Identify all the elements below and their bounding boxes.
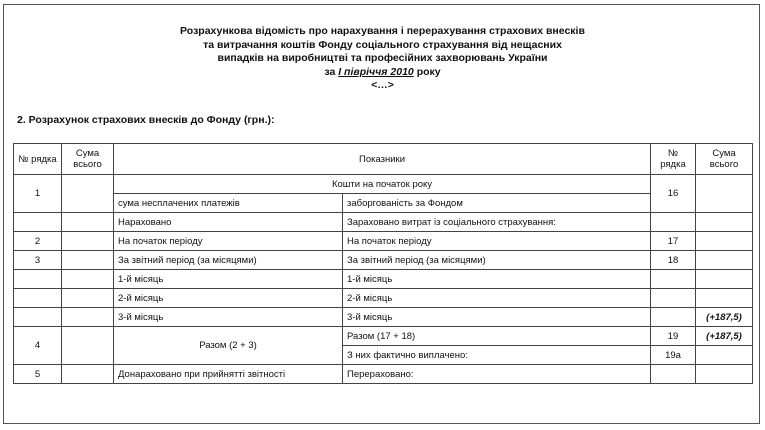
sum-cell [696, 232, 753, 251]
month-2-right: 2-й місяць [343, 289, 651, 308]
row-no-3: 3 [14, 251, 62, 270]
header-sum-left: Сума всього [62, 144, 114, 175]
sum-cell [696, 251, 753, 270]
title-ellipsis: <…> [371, 79, 394, 91]
sum-cell [696, 175, 753, 213]
row-3-label: За звітний період (за місяцями) [114, 251, 343, 270]
sum-cell [696, 346, 753, 365]
row-no-2: 2 [14, 232, 62, 251]
month-2-left: 2-й місяць [114, 289, 343, 308]
empty-cell [14, 308, 62, 327]
transferred-label: Перераховано: [343, 365, 651, 384]
title-line-3: випадків на виробництві та професійних захворювань України [217, 52, 548, 64]
empty-cell [651, 308, 696, 327]
fund-debt-label: заборгованість за Фондом [343, 194, 651, 213]
row-no-5: 5 [14, 365, 62, 384]
header-sum-right: Сума всього [696, 144, 753, 175]
row-no-17: 17 [651, 232, 696, 251]
row-4-label: Разом (2 + 3) [114, 327, 343, 365]
accrued-label: Нараховано [114, 213, 343, 232]
month-1-left: 1-й місяць [114, 270, 343, 289]
sum-cell [62, 251, 114, 270]
header-indicators: Показники [114, 144, 651, 175]
row-no-19a: 19а [651, 346, 696, 365]
empty-cell [651, 365, 696, 384]
row-19-sum: (+187,5) [696, 327, 753, 346]
empty-cell [696, 365, 753, 384]
empty-cell [62, 308, 114, 327]
row-19a-label: З них фактично виплачено: [343, 346, 651, 365]
sum-cell [62, 175, 114, 213]
table-row [14, 213, 753, 232]
row-no-4: 4 [14, 327, 62, 365]
unpaid-payments-label: сума несплачених платежів [114, 194, 343, 213]
empty-cell [651, 289, 696, 308]
month-3-right: 3-й місяць [343, 308, 651, 327]
title-period-suffix: року [416, 65, 441, 78]
empty-cell [62, 289, 114, 308]
title-line-1: Розрахункова відомість про нарахування і перерахування страхових внесків [180, 25, 585, 37]
table-row [14, 270, 753, 289]
title-period: I півріччя 2010 [338, 65, 414, 78]
table-row [14, 194, 753, 213]
opening-balance-label: Кошти на початок року [114, 175, 651, 194]
empty-cell [696, 213, 753, 232]
month-1-right: 1-й місяць [343, 270, 651, 289]
header-row-no-left: № рядка [14, 144, 62, 175]
title-line-2: та витрачання коштів Фонду соціального страхування від нещасних [203, 38, 562, 51]
row-19-label: Разом (17 + 18) [343, 327, 651, 346]
table-header-row [14, 144, 753, 175]
sum-cell [62, 365, 114, 384]
empty-cell [651, 213, 696, 232]
table-row [14, 365, 753, 384]
title-period-prefix: за [324, 65, 336, 78]
header-row-no-right: № рядка [651, 144, 696, 175]
row-2-label: На початок періоду [114, 232, 343, 251]
empty-cell [14, 289, 62, 308]
empty-cell [14, 213, 62, 232]
empty-cell [696, 289, 753, 308]
empty-cell [651, 270, 696, 289]
empty-cell [14, 270, 62, 289]
empty-cell [62, 213, 114, 232]
empty-cell [62, 270, 114, 289]
table-row [14, 175, 753, 194]
month-3-sum: (+187,5) [696, 308, 753, 327]
row-no-1: 1 [14, 175, 62, 213]
expenses-label: Зараховано витрат із соціального страхування: [343, 213, 651, 232]
table-row [14, 308, 753, 327]
empty-cell [696, 270, 753, 289]
document-title [0, 25, 765, 93]
contributions-table [13, 143, 753, 384]
title-line-4 [0, 66, 765, 80]
table-row [14, 327, 753, 346]
month-3-left: 3-й місяць [114, 308, 343, 327]
row-no-18: 18 [651, 251, 696, 270]
sum-cell [62, 327, 114, 365]
table-row [14, 289, 753, 308]
row-18-label: За звітний період (за місяцями) [343, 251, 651, 270]
row-17-label: На початок періоду [343, 232, 651, 251]
table-row [14, 251, 753, 270]
row-5-label: Донараховано при прийнятті звітності [114, 365, 343, 384]
section-heading: 2. Розрахунок страхових внесків до Фонду (грн.): [17, 114, 275, 126]
row-no-19: 19 [651, 327, 696, 346]
table-row [14, 232, 753, 251]
row-no-16: 16 [651, 175, 696, 213]
sum-cell [62, 232, 114, 251]
